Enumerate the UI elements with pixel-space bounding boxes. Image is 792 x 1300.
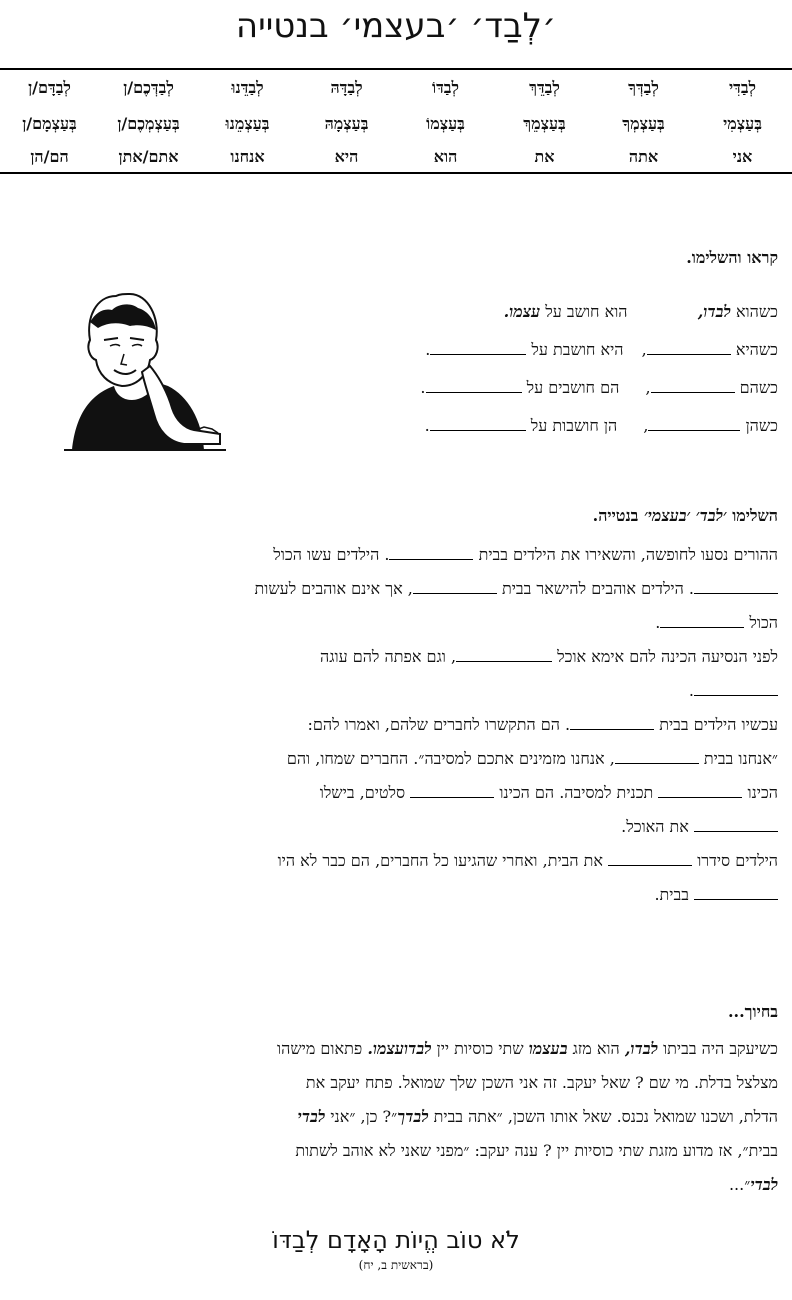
blank[interactable] xyxy=(694,579,778,594)
heading-word: השלימו xyxy=(732,506,778,525)
blank[interactable] xyxy=(430,416,526,431)
table-cell: לְבַדּוֹ xyxy=(396,69,495,106)
thinking-woman-illustration xyxy=(56,282,226,452)
table-cell: אני xyxy=(693,142,792,173)
section3-heading: בחיוך... xyxy=(727,1002,778,1021)
word: כשהוא xyxy=(735,302,778,321)
sentence-3: כשהם , הם חושבים על . xyxy=(420,378,778,397)
word: הוא חושב על xyxy=(545,302,628,321)
paragraph-line xyxy=(10,572,778,606)
handwritten-word: עצמו. xyxy=(367,1039,404,1058)
grammar-table xyxy=(0,68,792,174)
handwritten-word: לבדי xyxy=(297,1107,326,1126)
blank[interactable] xyxy=(413,579,497,594)
blank[interactable] xyxy=(615,749,699,764)
text: הכינו xyxy=(747,783,778,802)
text: תכנית למסיבה. הם הכינו xyxy=(499,783,654,802)
blank[interactable] xyxy=(651,378,735,393)
text: עכשיו הילדים בבית xyxy=(659,715,778,734)
handwritten-word: בעצמו xyxy=(528,1039,568,1058)
word: היא חושבת על xyxy=(531,340,624,359)
text: לפני הנסיעה הכינה להם אימא אוכל xyxy=(557,647,778,666)
table-cell: בְּעַצְמְכֶם/ן xyxy=(117,114,180,133)
text: ״? כן, ״אני xyxy=(330,1107,398,1126)
text: ההורים נסעו לחופשה, והשאירו את הילדים בבית xyxy=(478,545,778,564)
blank[interactable] xyxy=(694,885,778,900)
paragraph-line xyxy=(10,1100,778,1134)
text: . הילדים אוהבים להישאר בבית xyxy=(501,579,694,598)
paragraph-line: הכול . xyxy=(655,613,778,632)
paragraph-line: . xyxy=(10,674,778,708)
text: , אך אינם אוהבים לעשות xyxy=(254,579,413,598)
page-title: ׳לְבַד׳ ׳בעצמי׳ בנטייה xyxy=(235,6,557,46)
paragraph-line xyxy=(10,810,778,844)
blank[interactable] xyxy=(410,783,494,798)
text: . הם התקשרו לחברים שלהם, ואמרו להם: xyxy=(307,715,571,734)
table-row-beatzmi xyxy=(0,106,792,142)
text: את האוכל. xyxy=(621,817,689,836)
quote-source: (בראשית ב, יח) xyxy=(358,1258,434,1272)
text: הכול xyxy=(749,613,778,632)
sentence-2: כשהיא , היא חושבת על . xyxy=(425,340,778,359)
table-cell: בְּעַצְמֵנוּ xyxy=(225,114,270,133)
table-cell: לְבַדָּהּ xyxy=(297,69,396,106)
table-cell: אתה xyxy=(594,142,693,173)
paragraph-line xyxy=(10,844,778,878)
table-row-pronouns xyxy=(0,142,792,173)
table-cell: לְבַדֵּךְ xyxy=(495,69,594,106)
paragraph-line xyxy=(10,708,778,742)
sentence-4: כשהן , הן חושבות על . xyxy=(424,416,778,435)
table-cell: הוא xyxy=(396,142,495,173)
blank[interactable] xyxy=(694,681,778,696)
handwritten-word: לבדו, xyxy=(624,1039,658,1058)
word: הן חושבות על xyxy=(530,416,618,435)
section1-heading: קראו והשלימו. xyxy=(686,248,778,267)
handwritten-answer: עצמו. xyxy=(503,302,541,321)
text: , אנחנו מזמינים אתכם למסיבה״. החברים שמחו, והם xyxy=(286,749,615,768)
handwritten-word: לבדו xyxy=(403,1039,432,1058)
section3-paragraph xyxy=(10,1032,778,1202)
paragraph-line: מצלצל בדלת. מי שם ? שאל יעקב. זה אני השכן שלך שמואל. פתח יעקב את xyxy=(305,1073,778,1092)
paragraph-line xyxy=(10,776,778,810)
section2-paragraph xyxy=(10,538,778,912)
table-cell: לְבַדְּךָ xyxy=(594,69,693,106)
blank[interactable] xyxy=(430,340,526,355)
text: . הילדים עשו הכול xyxy=(273,545,390,564)
bible-quote: לֹא טוֹב הֱיוֹת הָאָדָם לְבַדּוֹ xyxy=(272,1226,520,1254)
paragraph-line: בבית״, אז מדוע מזגת שתי כוסיות יין ? ענה יעקב: ״מפני שאני לא אוהב לשתות xyxy=(295,1141,778,1160)
handwritten-word: לבדך xyxy=(397,1107,429,1126)
text: הוא מזג xyxy=(572,1039,620,1058)
blank[interactable] xyxy=(456,647,552,662)
handwritten-word: ׳לבד׳ xyxy=(695,506,727,525)
table-cell: לְבַדִּי xyxy=(693,69,792,106)
text: , וגם אפתה להם עוגה xyxy=(320,647,457,666)
table-cell: בְּעַצְמֵךְ xyxy=(523,114,566,133)
table-cell: לְבַדְּכֶם/ן xyxy=(99,69,198,106)
handwritten-answer: לבדו, xyxy=(697,302,731,321)
sentence-1 xyxy=(504,302,778,322)
text: הדלת, ושכנו שמואל נכנס. שאל אותו השכן, ״אתה בבית xyxy=(433,1107,778,1126)
word: כשהם xyxy=(739,378,778,397)
paragraph-line xyxy=(10,878,778,912)
table-cell: לְבַדָּם/ן xyxy=(0,69,99,106)
table-cell: היא xyxy=(297,142,396,173)
word: הם חושבים על xyxy=(526,378,620,397)
text: שתי כוסיות יין xyxy=(436,1039,524,1058)
text: הילדים סידרו xyxy=(697,851,778,870)
blank[interactable] xyxy=(389,545,473,560)
table-cell: אנחנו xyxy=(198,142,297,173)
text: כשיעקב היה בביתו xyxy=(663,1039,778,1058)
table-cell: בְּעַצְמוֹ xyxy=(426,114,465,133)
blank[interactable] xyxy=(658,783,742,798)
text: ״... xyxy=(728,1175,751,1194)
word: כשהיא xyxy=(735,340,778,359)
paragraph-line xyxy=(10,640,778,674)
blank[interactable] xyxy=(608,851,692,866)
handwritten-word: לבדי xyxy=(750,1175,778,1194)
table-cell: בְּעַצְמָם/ן xyxy=(22,114,77,133)
paragraph-line xyxy=(10,1168,778,1202)
text: בבית. xyxy=(654,885,689,904)
blank[interactable] xyxy=(694,817,778,832)
table-cell: בְּעַצְמְךָ xyxy=(622,114,665,133)
text: פתאום מישהו xyxy=(277,1039,363,1058)
table-cell: את xyxy=(495,142,594,173)
blank[interactable] xyxy=(647,340,731,355)
table-cell: אתם/אתן xyxy=(99,142,198,173)
text: סלטים, בישלו xyxy=(319,783,406,802)
blank[interactable] xyxy=(660,613,744,628)
heading-word: בנטייה. xyxy=(592,506,639,525)
text: ״אנחנו בבית xyxy=(703,749,778,768)
word: כשהן xyxy=(745,416,778,435)
text: את הבית, ואחרי שהגיעו כל החברים, הם כבר לא היו xyxy=(277,851,604,870)
table-cell: בְּעַצְמִי xyxy=(723,114,762,133)
blank[interactable] xyxy=(648,416,740,431)
table-row-levad xyxy=(0,69,792,106)
blank[interactable] xyxy=(570,715,654,730)
table-cell: הם/הן xyxy=(0,142,99,173)
paragraph-line xyxy=(10,1032,778,1066)
paragraph-line xyxy=(10,538,778,572)
table-cell: בְּעַצְמָהּ xyxy=(324,114,369,133)
section2-heading xyxy=(593,506,778,526)
paragraph-line xyxy=(10,742,778,776)
blank[interactable] xyxy=(426,378,522,393)
handwritten-word: ׳בעצמי׳ xyxy=(643,506,691,525)
table-cell: לְבַדֵּנוּ xyxy=(198,69,297,106)
